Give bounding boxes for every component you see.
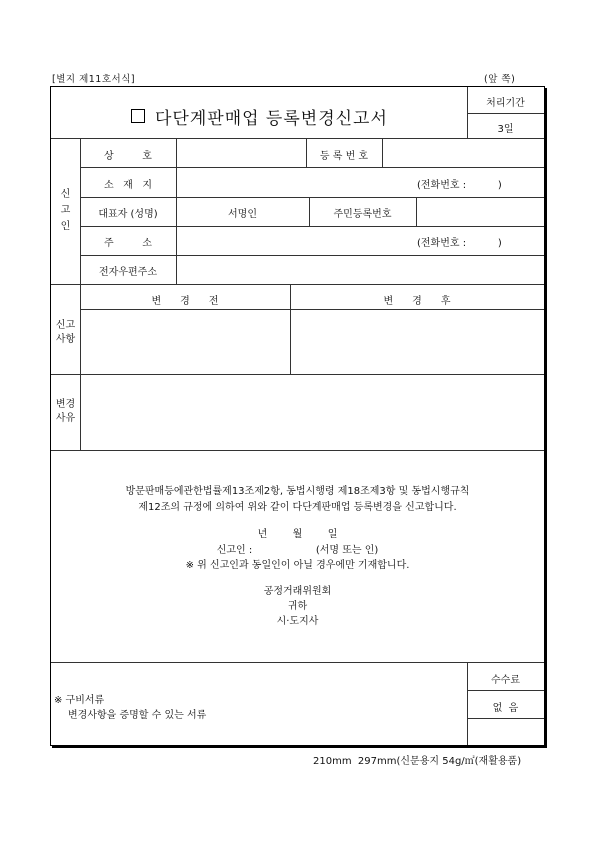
statement-line-2: 제12조의 규정에 의하여 위와 같이 다단계판매업 등록변경을 신고합니다.	[138, 502, 457, 513]
statement-line-1: 방문판매등에관한법률제13조제2항, 동법시행령 제18조제3항 및 동법시행규칙	[125, 486, 470, 497]
email-field[interactable]	[178, 257, 542, 282]
paper-spec: 210mm 297mm(신문용지 54g/㎡(재활용품)	[313, 756, 522, 767]
before-change-field[interactable]	[82, 311, 288, 372]
location-label: 소 재 지	[103, 180, 153, 191]
checkbox-icon[interactable]	[131, 109, 145, 123]
reason-field[interactable]	[82, 376, 542, 448]
before-change-label: 변 경 전	[151, 296, 219, 307]
resident-number-field[interactable]	[418, 199, 542, 224]
trade-name-field[interactable]	[178, 140, 304, 165]
resident-number-label: 주민등록번호	[333, 209, 392, 220]
page-side-label: (앞 쪽)	[484, 74, 516, 85]
signature-label: 서명인	[228, 209, 257, 220]
attachments-item: 변경사항을 증명할 수 있는 서류	[68, 710, 207, 721]
after-change-label: 변 경 후	[383, 296, 451, 307]
fee-label: 수수료	[491, 675, 520, 686]
reporter-note: ※ 위 신고인과 동일인이 아닐 경우에만 기재합니다.	[185, 560, 410, 571]
recipient-governor: 시·도지사	[276, 616, 319, 627]
processing-period-value: 3일	[497, 124, 514, 135]
form-title: 다단계판매업 등록변경신고서	[155, 109, 388, 129]
address-label: 주 소	[104, 238, 152, 249]
form-number: [별지 제11호서식]	[52, 74, 136, 85]
representative-label: 대표자 (성명)	[98, 209, 158, 220]
reporter-signature-line: 신고인 : (서명 또는 인)	[216, 545, 379, 556]
recipient-ftc: 공정거래위원회	[263, 586, 332, 597]
reason-section-label: 변경 사유	[55, 399, 76, 424]
report-date: 년 월 일	[257, 529, 338, 540]
recipient-honorific: 귀하	[287, 601, 308, 612]
report-form	[50, 86, 545, 746]
trade-name-label: 상 호	[104, 151, 152, 162]
fee-value: 없 음	[492, 703, 519, 714]
after-change-field[interactable]	[292, 311, 542, 372]
email-label: 전자우편주소	[99, 267, 157, 278]
location-phone-label: (전화번호 : )	[417, 180, 502, 191]
report-items-section-label: 신고 사항	[55, 320, 76, 345]
address-phone-label: (전화번호 : )	[417, 238, 502, 249]
reporter-section-label: 신 고 인	[60, 189, 71, 232]
attachments-title: ※ 구비서류	[54, 695, 105, 706]
processing-period-label: 처리기간	[486, 98, 525, 109]
registration-number-field[interactable]	[384, 140, 542, 165]
registration-number-label: 등 록 번 호	[319, 151, 369, 162]
